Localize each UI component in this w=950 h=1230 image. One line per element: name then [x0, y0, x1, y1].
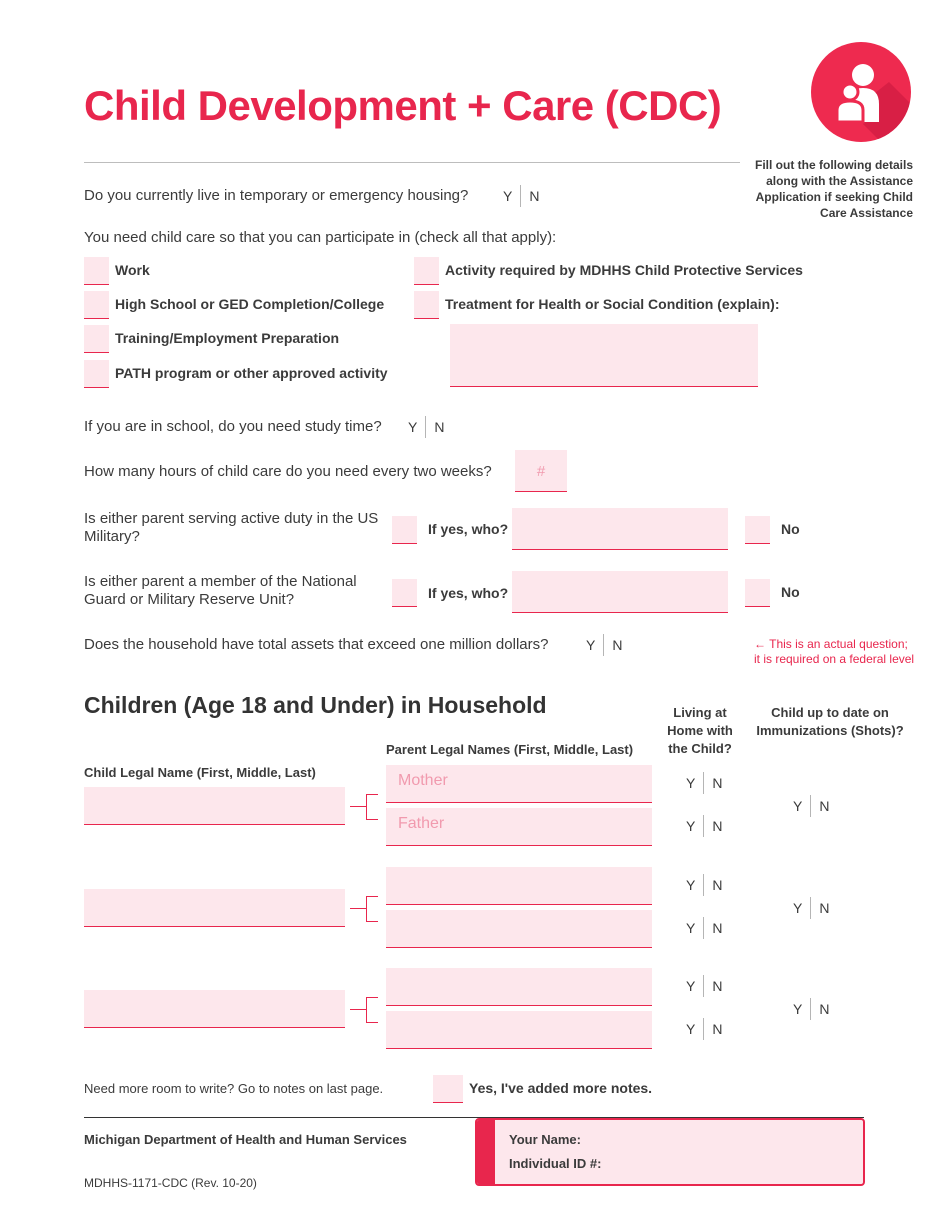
child-col-header: Child Legal Name (First, Middle, Last)	[84, 765, 316, 780]
more-room-note: Need more room to write? Go to notes on last page.	[84, 1081, 384, 1096]
school-checkbox[interactable]	[84, 291, 109, 319]
assets-yn	[586, 634, 622, 656]
header-divider	[84, 162, 740, 163]
child-2-name-field[interactable]	[84, 889, 345, 927]
guard-question: Is either parent a member of the National Guard or Military Reserve Unit?	[84, 573, 357, 608]
no-option[interactable]: N	[819, 798, 830, 814]
divider	[603, 634, 604, 656]
child-1-father-field[interactable]	[386, 808, 652, 846]
military-no-checkbox[interactable]	[745, 516, 770, 544]
work-checkbox[interactable]	[84, 257, 109, 285]
divider	[810, 795, 811, 817]
family-icon	[811, 42, 911, 142]
individual-id-label: Individual ID #:	[509, 1156, 602, 1171]
yes-option[interactable]: Y	[686, 920, 696, 936]
military-who-label: If yes, who?	[428, 521, 509, 537]
no-option[interactable]: N	[819, 1001, 830, 1017]
child-1-father-living-yn	[686, 815, 722, 837]
divider	[703, 975, 704, 997]
study-time-question: If you are in school, do you need study time?	[84, 418, 382, 435]
side-note: Fill out the following details along with the Assistance Application if seeking Child Care Assistance	[755, 158, 913, 220]
path-label: PATH program or other approved activity	[115, 365, 388, 381]
added-notes-checkbox[interactable]	[433, 1075, 463, 1103]
child-2-father-field[interactable]	[386, 910, 652, 948]
guard-yes-checkbox[interactable]	[392, 579, 417, 607]
divider	[810, 998, 811, 1020]
no-option[interactable]: N	[712, 1021, 723, 1037]
child-2-father-living-yn	[686, 917, 722, 939]
assets-question: Does the household have total assets that exceed one million dollars?	[84, 636, 549, 653]
study-time-yn	[408, 416, 444, 438]
child-3-mother-living-yn	[686, 975, 722, 997]
child-2-mother-field[interactable]	[386, 867, 652, 905]
bracket	[366, 896, 378, 922]
child-1-mother-field[interactable]	[386, 765, 652, 803]
divider	[703, 874, 704, 896]
no-option[interactable]: N	[712, 775, 723, 791]
department-name: Michigan Department of Health and Human Services	[84, 1132, 407, 1147]
child-3-father-living-yn	[686, 1018, 722, 1040]
no-option[interactable]: N	[712, 877, 723, 893]
military-question: Is either parent serving active duty in the US Military?	[84, 510, 379, 545]
child-3-name-field[interactable]	[84, 990, 345, 1028]
yes-option[interactable]: Y	[686, 877, 696, 893]
divider	[520, 185, 521, 207]
child-3-father-field[interactable]	[386, 1011, 652, 1049]
child-1-immun-yn	[793, 795, 829, 817]
bracket	[366, 997, 378, 1023]
military-yes-checkbox[interactable]	[392, 516, 417, 544]
hours-placeholder: #	[536, 463, 546, 480]
participate-question: You need child care so that you can participate in (check all that apply):	[84, 229, 557, 246]
assets-note	[754, 637, 914, 667]
parent-col-header: Parent Legal Names (First, Middle, Last)	[386, 742, 634, 757]
divider	[703, 772, 704, 794]
yes-option[interactable]: Y	[586, 637, 596, 653]
treatment-explain-field[interactable]	[450, 324, 758, 387]
yes-option[interactable]: Y	[686, 818, 696, 834]
training-checkbox[interactable]	[84, 325, 109, 353]
child-1-mother-living-yn	[686, 772, 722, 794]
bracket-connector	[350, 806, 366, 807]
child-3-mother-field[interactable]	[386, 968, 652, 1006]
treatment-label: Treatment for Health or Social Condition (explain):	[445, 296, 780, 312]
guard-no-checkbox[interactable]	[745, 579, 770, 607]
no-option[interactable]: N	[612, 637, 623, 653]
child-3-immun-yn	[793, 998, 829, 1020]
bracket	[366, 794, 378, 820]
divider	[703, 1018, 704, 1040]
yes-option[interactable]: Y	[793, 798, 803, 814]
divider	[703, 917, 704, 939]
yes-option[interactable]: Y	[686, 775, 696, 791]
yes-option[interactable]: Y	[686, 1021, 696, 1037]
no-option[interactable]: N	[434, 419, 445, 435]
guard-who-field[interactable]	[512, 571, 728, 613]
divider	[810, 897, 811, 919]
cps-checkbox[interactable]	[414, 257, 439, 285]
guard-no-label: No	[781, 584, 800, 600]
yes-option[interactable]: Y	[408, 419, 418, 435]
school-label: High School or GED Completion/College	[115, 296, 385, 312]
guard-who-label: If yes, who?	[428, 585, 509, 601]
no-option[interactable]: N	[712, 920, 723, 936]
bracket-connector	[350, 1009, 366, 1010]
hours-question: How many hours of child care do you need every two weeks?	[84, 463, 492, 480]
work-label: Work	[115, 262, 150, 278]
child-2-mother-living-yn	[686, 874, 722, 896]
temp-housing-yn	[503, 185, 539, 207]
no-option[interactable]: N	[712, 818, 723, 834]
temp-housing-question: Do you currently live in temporary or emergency housing?	[84, 187, 469, 204]
identity-box	[475, 1118, 865, 1186]
page-title: Child Development + Care (CDC)	[84, 82, 722, 129]
military-no-label: No	[781, 521, 800, 537]
mother-placeholder: Mother	[398, 772, 448, 789]
no-option[interactable]: N	[819, 900, 830, 916]
yes-option[interactable]: Y	[503, 188, 513, 204]
immun-col-header: Child up to date on Immunizations (Shots)?	[756, 705, 904, 738]
yes-option[interactable]: Y	[793, 1001, 803, 1017]
living-col-header: Living at Home with the Child?	[667, 705, 733, 756]
cps-label: Activity required by MDHHS Child Protective Services	[445, 262, 803, 278]
treatment-checkbox[interactable]	[414, 291, 439, 319]
father-placeholder: Father	[398, 815, 445, 832]
identity-accent-strip	[477, 1120, 495, 1184]
divider	[425, 416, 426, 438]
military-who-field[interactable]	[512, 508, 728, 550]
child-2-immun-yn	[793, 897, 829, 919]
yes-option[interactable]: Y	[686, 978, 696, 994]
bracket-connector	[350, 908, 366, 909]
assets-note-line-1: ← This is an actual question;	[754, 637, 908, 651]
hours-field[interactable]	[515, 450, 567, 492]
no-option[interactable]: N	[712, 978, 723, 994]
added-notes-label: Yes, I've added more notes.	[469, 1080, 653, 1096]
your-name-label: Your Name:	[509, 1132, 581, 1147]
child-1-name-field[interactable]	[84, 787, 345, 825]
training-label: Training/Employment Preparation	[115, 330, 340, 346]
no-option[interactable]: N	[529, 188, 540, 204]
yes-option[interactable]: Y	[793, 900, 803, 916]
form-id: MDHHS-1171-CDC (Rev. 10-20)	[84, 1176, 257, 1190]
path-checkbox[interactable]	[84, 360, 109, 388]
children-heading: Children (Age 18 and Under) in Household	[84, 692, 547, 718]
assets-note-line-2: it is required on a federal level	[754, 652, 915, 666]
divider	[703, 815, 704, 837]
